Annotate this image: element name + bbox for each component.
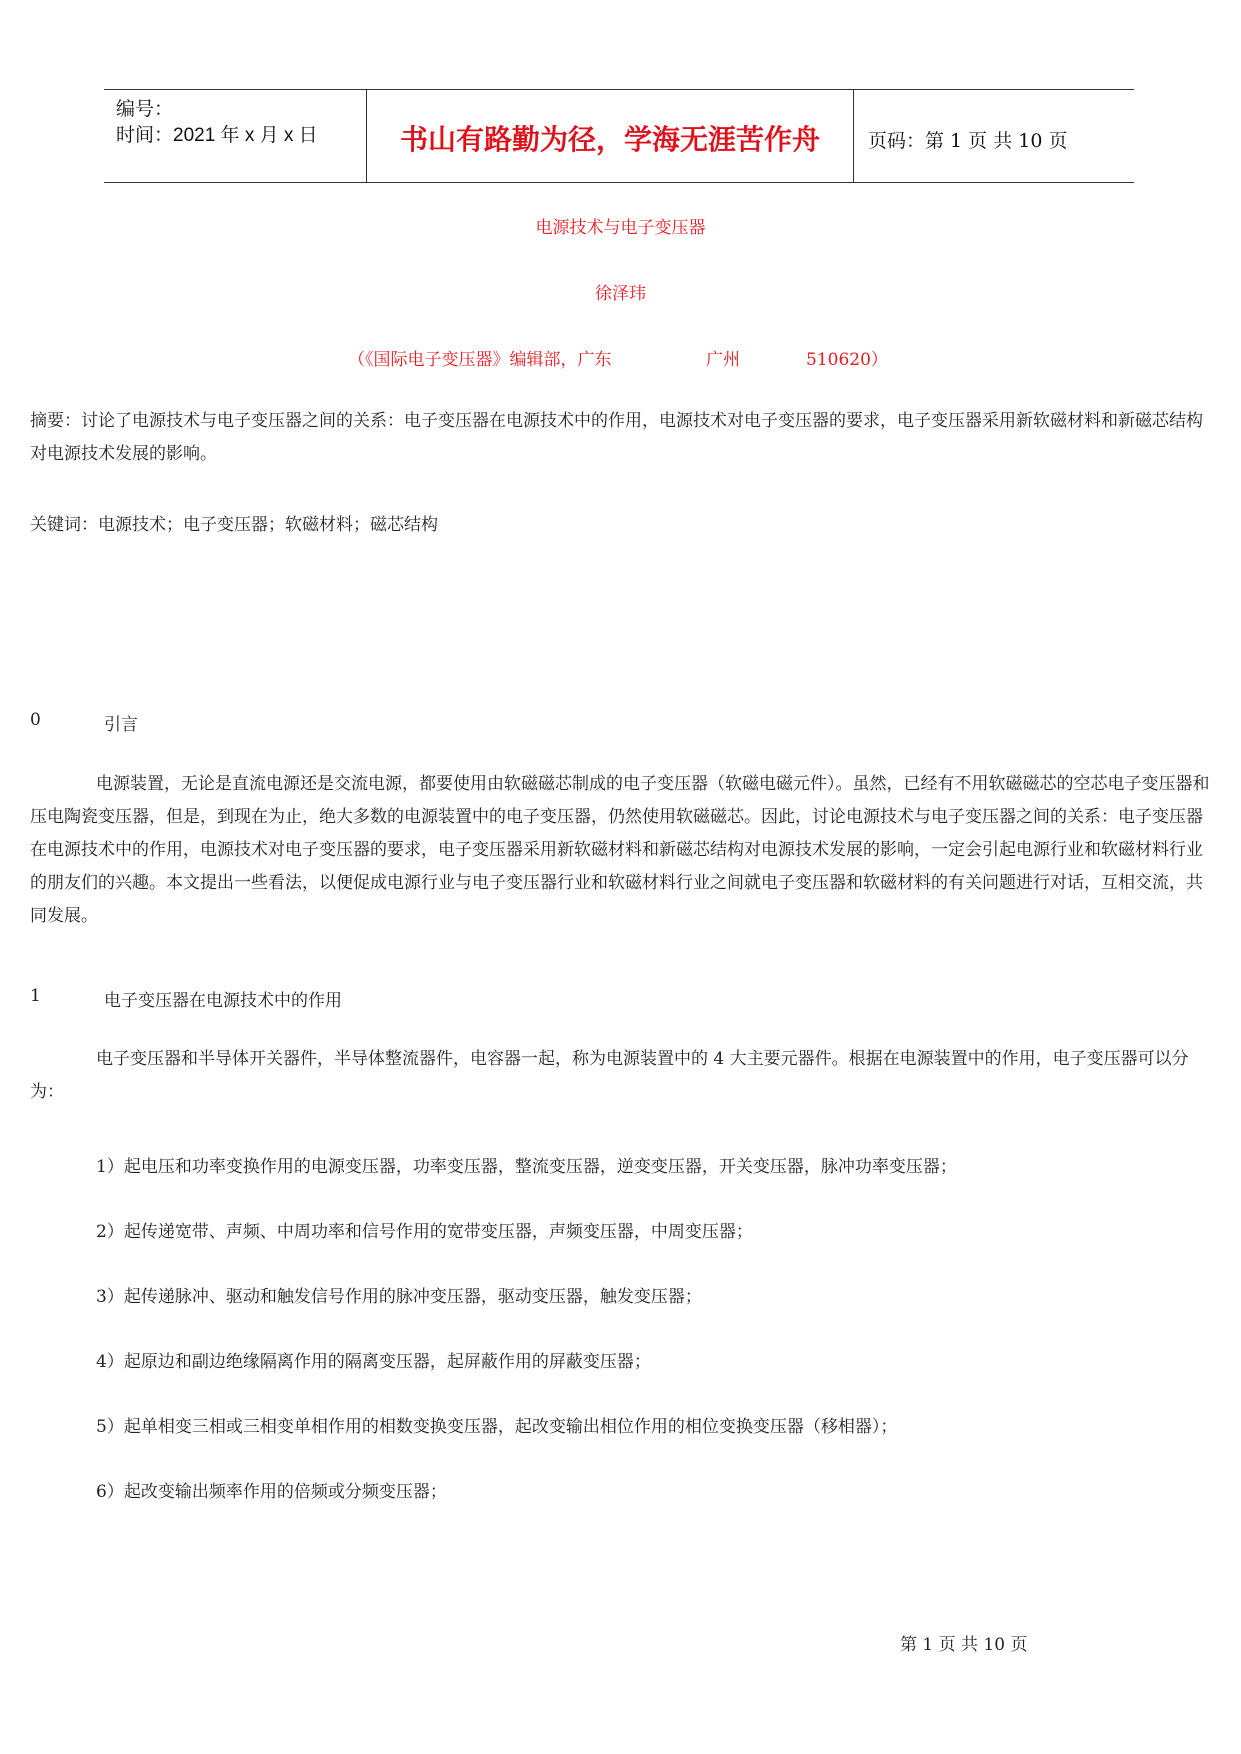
section-number: 1 [30,986,41,1006]
keywords: 关键词：电源技术；电子变压器；软磁材料；磁芯结构 [30,515,438,535]
header-meta-cell [104,90,367,182]
serial-number-label: 编号： [116,99,174,120]
section-number: 0 [30,710,41,730]
affiliation-city: 广州 [706,350,740,370]
intro-paragraph: 电源装置，无论是直流电源还是交流电源，都要使用由软磁磁芯制成的电子变压器（软磁电磁元件）。虽然，已经有不用软磁磁芯的空芯电子变压器和压电陶瓷变压器，但是，到现在为止，绝大多数的电源装置中的电子变压器，仍然使用软磁磁芯。因此，讨论电源技术与电子变压器之间的关系：电子变压器在电源技术中的作用，电源技术对电子变压器的要求，电子变压器采用新软磁材料和新磁芯结构对电源技术发展的影响，一定会引起电源行业和软磁材料行业的朋友们的兴趣。本文提出一些看法，以便促成电源行业与电子变压器行业和软磁材料行业之间就电子变压器和软磁材料的有关问题进行对话，互相交流，共同发展。 [30,774,1210,926]
list-item: 2）起传递宽带、声频、中周功率和信号作用的宽带变压器，声频变压器，中周变压器； [96,1222,753,1242]
header-page-cell [854,90,1134,182]
affiliation-org: （《国际电子变压器》编辑部，广东 [348,350,612,370]
page-code: 页码：第 1 页 共 10 页 [868,130,1068,152]
time-label: 时间：2021 年 x 月 x 日 [116,125,318,146]
section-heading: 引言 [104,715,138,735]
abstract: 摘要：讨论了电源技术与电子变压器之间的关系：电子变压器在电源技术中的作用，电源技术对电子变压器的要求，电子变压器采用新软磁材料和新磁芯结构对电源技术发展的影响。 [30,411,1203,464]
section-heading: 电子变压器在电源技术中的作用 [104,991,342,1011]
section1-paragraph: 电子变压器和半导体开关器件，半导体整流器件，电容器一起，称为电源装置中的 4 大主要元器件。根据在电源装置中的作用，电子变压器可以分为： [30,1049,1189,1102]
article-author: 徐泽玮 [595,284,646,304]
list-item: 1）起电压和功率变换作用的电源变压器，功率变压器，整流变压器，逆变变压器，开关变压器，脉冲功率变压器； [96,1157,957,1177]
list-item: 4）起原边和副边绝缘隔离作用的隔离变压器，起屏蔽作用的屏蔽变压器； [96,1352,651,1372]
affiliation-postcode: 510620） [806,350,888,370]
list-item: 5）起单相变三相或三相变单相作用的相数变换变压器，起改变输出相位作用的相位变换变压器（移相器）； [96,1417,898,1437]
list-item: 6）起改变输出频率作用的倍频或分频变压器； [96,1482,447,1502]
document-header-table [104,89,1134,183]
list-item: 3）起传递脉冲、驱动和触发信号作用的脉冲变压器，驱动变压器，触发变压器； [96,1287,702,1307]
motto: 书山有路勤为径，学海无涯苦作舟 [399,123,820,156]
page-footer: 第 1 页 共 10 页 [900,1635,1028,1655]
header-motto-cell [367,90,854,182]
article-title: 电源技术与电子变压器 [535,218,706,238]
